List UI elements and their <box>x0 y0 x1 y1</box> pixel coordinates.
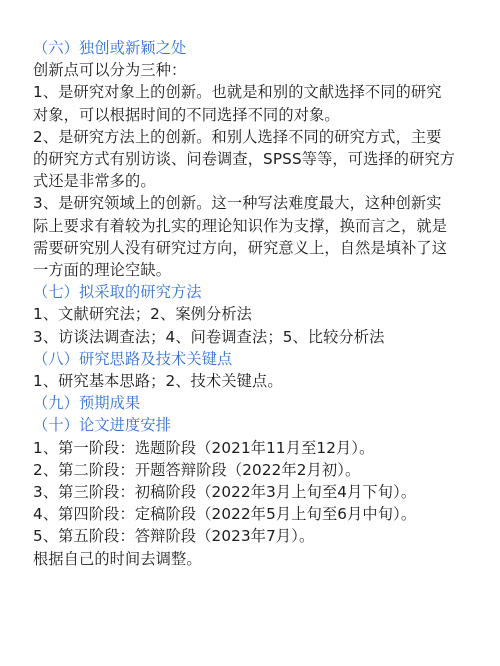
body-line: 1、是研究对象上的创新。也就是和别的文献选择不同的研究 <box>33 83 442 102</box>
body-line: 需要研究别人没有研究过方向，研究意义上，自然是填补了这 <box>33 238 448 257</box>
body-line: 3、是研究领域上的创新。这一种写法难度最大，这种创新实 <box>33 194 442 213</box>
schedule-item: 1、第一阶段：选题阶段（2021年11月至12月）。 <box>33 438 375 457</box>
body-line: 1、文献研究法；2、案例分析法 <box>33 305 253 324</box>
section-heading-expected-results: （九）预期成果 <box>33 394 141 413</box>
section-heading-methods: （七）拟采取的研究方法 <box>33 283 202 302</box>
closing-note: 根据自己的时间去调整。 <box>33 549 202 568</box>
body-line: 创新点可以分为三种： <box>33 61 187 80</box>
body-line: 一方面的理论空缺。 <box>33 261 172 280</box>
schedule-item: 5、第五阶段：答辩阶段（2023年7月）。 <box>33 527 315 546</box>
schedule-item: 4、第四阶段：定稿阶段（2022年5月上旬至6月中旬）。 <box>33 505 417 524</box>
body-line: 3、访谈法调查法；4、问卷调查法；5、比较分析法 <box>33 327 385 346</box>
body-line: 的研究方式有别访谈、问卷调查，SPSS等等，可选择的研究方 <box>33 150 456 169</box>
body-line: 对象，可以根据时间的不同选择不同的对象。 <box>33 105 340 124</box>
body-line: 式还是非常多的。 <box>33 172 156 191</box>
section-heading-approach: （八）研究思路及技术关键点 <box>33 349 233 368</box>
schedule-item: 3、第三阶段：初稿阶段（2022年3月上旬至4月下旬）。 <box>33 483 417 502</box>
body-line: 际上要求有着较为扎实的理论知识作为支撑，换而言之，就是 <box>33 216 448 235</box>
schedule-item: 2、第二阶段：开题答辩阶段（2022年2月初）。 <box>33 460 361 479</box>
section-heading-innovation: （六）独创或新颖之处 <box>33 39 187 57</box>
section-heading-schedule: （十）论文进度安排 <box>33 416 172 435</box>
body-line: 2、是研究方法上的创新。和别人选择不同的研究方式，主要 <box>33 127 442 146</box>
body-line: 1、研究基本思路；2、技术关键点。 <box>33 372 283 391</box>
